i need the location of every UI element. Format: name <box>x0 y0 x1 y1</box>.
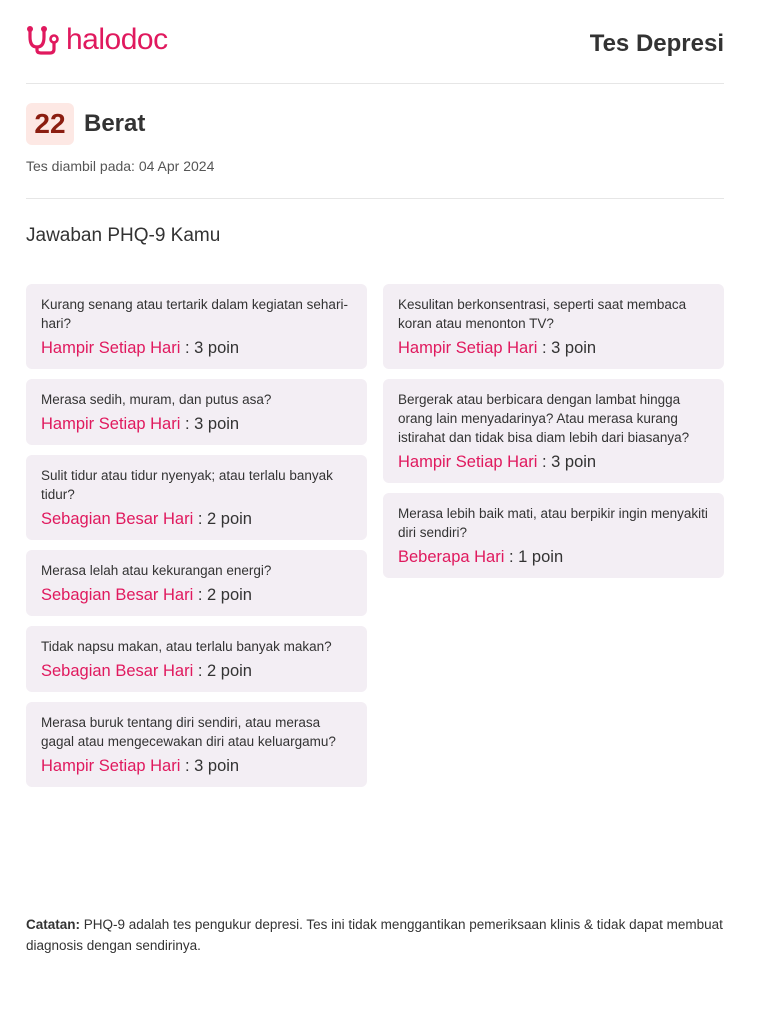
answer-points: : 3 poin <box>541 453 597 471</box>
divider <box>26 198 724 199</box>
answer-card <box>26 284 367 369</box>
answer-card <box>26 702 367 787</box>
note-text: PHQ-9 adalah tes pengukur depresi. Tes ini tidak menggantikan pemeriksaan klinis & tidak dapat membuat diagnosis dengan sendirinya. <box>26 917 723 953</box>
stethoscope-icon <box>26 25 60 55</box>
answer-frequency: Sebagian Besar Hari <box>41 510 194 528</box>
answer-question: Bergerak atau berbicara dengan lambat hingga orang lain menyadarinya? Atau merasa kurang istirahat dan tidak bisa diam lebih dari biasanya? <box>398 392 690 445</box>
answer-card <box>26 626 367 692</box>
answer-question: Merasa sedih, muram, dan putus asa? <box>41 392 272 407</box>
answer-question: Tidak napsu makan, atau terlalu banyak makan? <box>41 639 332 654</box>
answer-question: Kesulitan berkonsentrasi, seperti saat membaca koran atau menonton TV? <box>398 297 687 331</box>
answer-result <box>41 413 352 435</box>
answer-result <box>41 508 352 530</box>
answer-frequency: Hampir Setiap Hari <box>41 339 181 357</box>
severity-label: Berat <box>84 110 146 137</box>
answer-question: Merasa buruk tentang diri sendiri, atau merasa gagal atau mengecewakan diri atau keluargamu? <box>41 715 336 749</box>
answer-frequency: Hampir Setiap Hari <box>398 339 538 357</box>
note-label: Catatan: <box>26 917 81 932</box>
answer-result <box>398 546 709 568</box>
result-summary <box>26 103 145 145</box>
document-header <box>26 20 724 84</box>
answer-card <box>383 379 724 483</box>
answer-question: Merasa lelah atau kekurangan energi? <box>41 563 272 578</box>
section-title: Jawaban PHQ-9 Kamu <box>26 225 221 246</box>
test-date-label: Tes diambil pada: <box>26 158 135 174</box>
answer-points: : 2 poin <box>197 586 252 604</box>
brand-name: halodoc <box>66 23 168 56</box>
document-title: Tes Depresi <box>589 30 724 57</box>
answers-column-left <box>26 284 367 787</box>
answer-card <box>26 550 367 616</box>
answer-result <box>398 337 709 359</box>
answer-question: Kurang senang atau tertarik dalam kegiatan sehari-hari? <box>41 297 348 331</box>
answer-result <box>41 584 352 606</box>
answer-result <box>398 451 709 473</box>
answer-points: : 3 poin <box>184 339 240 357</box>
test-date <box>26 158 214 174</box>
answer-question: Sulit tidur atau tidur nyenyak; atau terlalu banyak tidur? <box>41 468 333 502</box>
answer-card <box>26 379 367 445</box>
answer-card <box>383 493 724 578</box>
answer-points: : 2 poin <box>197 662 252 680</box>
answer-frequency: Hampir Setiap Hari <box>398 453 538 471</box>
answer-result <box>41 337 352 359</box>
answer-frequency: Sebagian Besar Hari <box>41 662 194 680</box>
answer-points: : 2 poin <box>197 510 252 528</box>
answer-card <box>383 284 724 369</box>
answer-points: : 3 poin <box>184 757 240 775</box>
answers-column-right <box>383 284 724 578</box>
answer-frequency: Beberapa Hari <box>398 548 505 566</box>
disclaimer-note <box>26 914 724 956</box>
answer-points: : 3 poin <box>184 415 240 433</box>
answer-frequency: Hampir Setiap Hari <box>41 757 181 775</box>
answer-result <box>41 755 352 777</box>
answer-frequency: Sebagian Besar Hari <box>41 586 194 604</box>
answer-result <box>41 660 352 682</box>
answer-card <box>26 455 367 540</box>
answer-frequency: Hampir Setiap Hari <box>41 415 181 433</box>
test-date-value: 04 Apr 2024 <box>138 158 215 174</box>
answer-points: : 3 poin <box>541 339 597 357</box>
halodoc-logo <box>26 22 168 58</box>
answer-question: Merasa lebih baik mati, atau berpikir ingin menyakiti diri sendiri? <box>398 506 708 540</box>
answer-points: : 1 poin <box>509 548 564 566</box>
score-badge: 22 <box>26 103 74 145</box>
